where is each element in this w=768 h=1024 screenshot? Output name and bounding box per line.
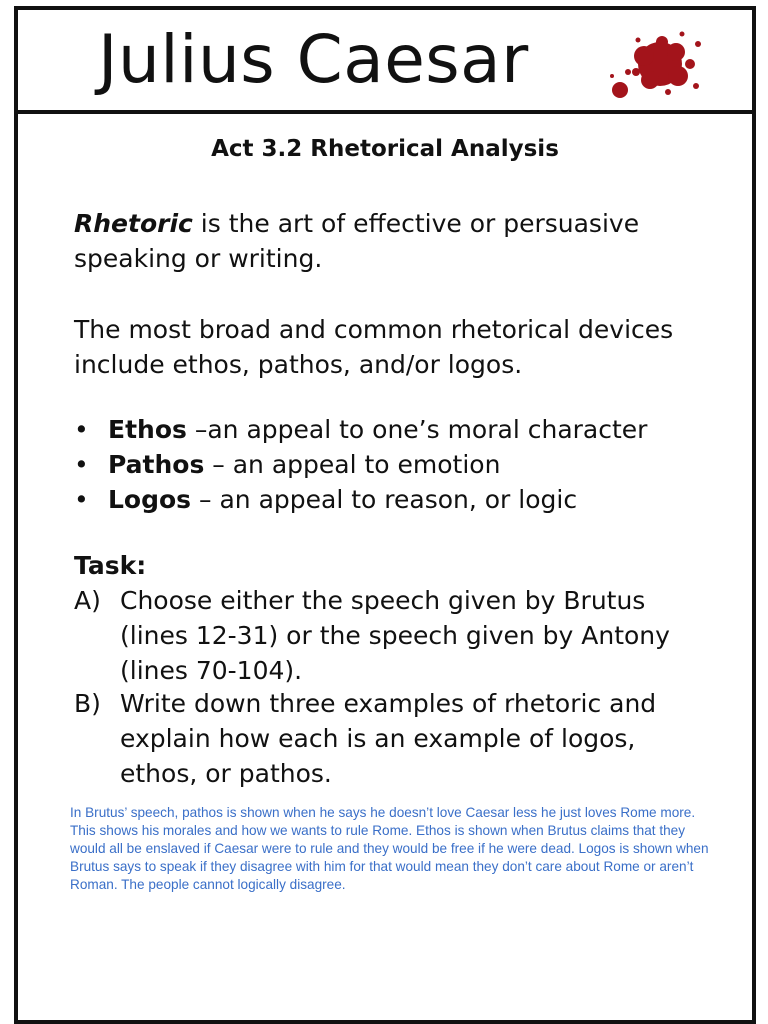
list-item [74, 447, 734, 482]
blood-splatter-icon [598, 26, 708, 106]
list-item [74, 412, 734, 447]
task-text: Choose either the speech given by Brutus (lines 12-31) or the speech given by Antony (lines 70-104). [120, 586, 670, 685]
devices-intro: The most broad and common rhetorical devices include ethos, pathos, and/or logos. [74, 315, 674, 379]
bullet-icon: • [74, 415, 89, 444]
definition-text: is the art of effective or persuasive speaking or writing. [74, 209, 640, 273]
device-term: Logos [108, 485, 192, 514]
student-answer[interactable]: In Brutus’ speech, pathos is shown when he says he doesn’t love Caesar less he just loves Rome more. This shows his morales and how we wants to rule Rome. Ethos is shown when Brutus claims that they would all be enslaved if Caesar were to rule and they would be free if he were dead. Logos is shown when Brutus says to speak if they disagree with him for that would mean they don’t care about Rome or aren’t Roman. The people cannot logically disagree. [70, 805, 709, 892]
task-heading: Task: [74, 551, 147, 580]
header [18, 10, 752, 114]
device-desc: –an appeal to one’s moral character [186, 415, 648, 444]
definition-term: Rhetoric [74, 209, 193, 238]
worksheet-subtitle: Act 3.2 Rhetorical Analysis [211, 136, 559, 162]
devices-list [74, 412, 734, 517]
list-item [74, 482, 734, 517]
bullet-icon: • [74, 485, 89, 514]
device-term: Ethos [108, 415, 187, 444]
device-desc: – an appeal to reason, or logic [191, 485, 578, 514]
rhetoric-definition [74, 206, 734, 276]
task-letter: A) [74, 586, 101, 615]
worksheet-frame [14, 6, 756, 1024]
task-text: Write down three examples of rhetoric and explain how each is an example of logos, ethos, or pathos. [120, 689, 657, 788]
task-letter: B) [74, 689, 101, 718]
page-title: Julius Caesar [98, 21, 529, 98]
device-desc: – an appeal to emotion [204, 450, 501, 479]
device-term: Pathos [108, 450, 205, 479]
bullet-icon: • [74, 450, 89, 479]
